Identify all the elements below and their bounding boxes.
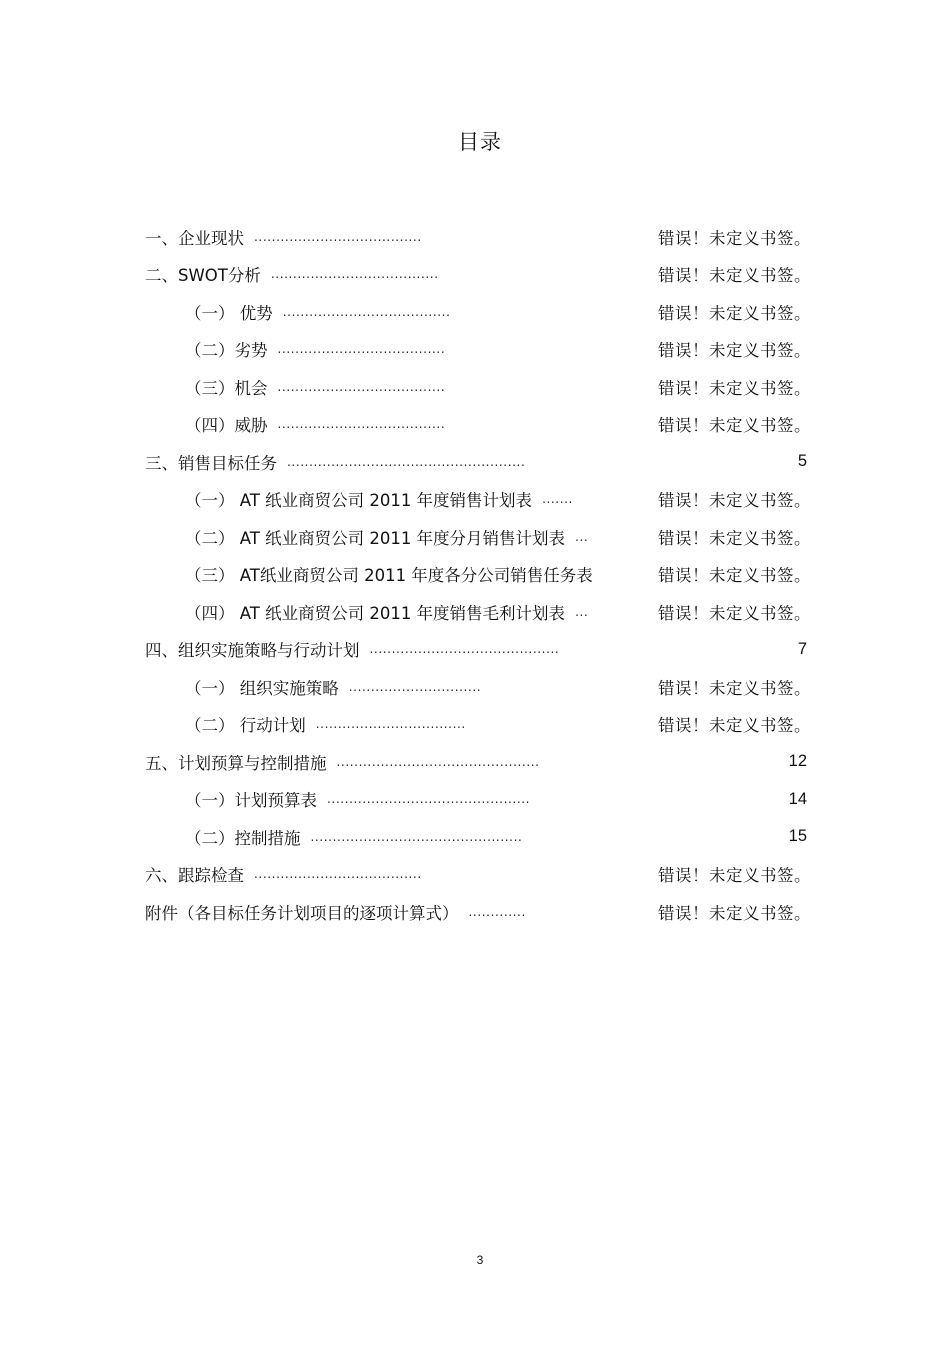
toc-entry-page: 错误！未定义书签。 xyxy=(658,416,811,436)
toc-entry[interactable] xyxy=(145,668,811,706)
toc-leader-dots: ....... xyxy=(542,492,573,507)
table-of-contents xyxy=(145,218,811,931)
toc-entry-page: 错误！未定义书签。 xyxy=(658,228,811,248)
toc-entry-page: 错误！未定义书签。 xyxy=(658,603,811,623)
toc-entry-label: 附件（各目标任务计划项目的逐项计算式） xyxy=(145,903,459,923)
toc-entry-label: （三）机会 xyxy=(185,378,268,398)
toc-entry-label: 五、计划预算与控制措施 xyxy=(145,753,327,773)
toc-entry-label: 三、销售目标任务 xyxy=(145,453,277,473)
toc-leader-dots: ...................................... xyxy=(277,342,446,357)
toc-entry-label: （一） 组织实施策略 xyxy=(185,678,339,698)
toc-entry-page: 错误！未定义书签。 xyxy=(658,566,811,586)
toc-leader-dots: ... xyxy=(575,604,589,619)
toc-entry[interactable] xyxy=(145,256,811,294)
toc-entry[interactable] xyxy=(145,218,811,256)
toc-entry[interactable] xyxy=(145,818,807,856)
toc-leader-dots: ...................................... xyxy=(270,267,439,282)
toc-leader-dots: ...................................... xyxy=(254,229,422,244)
toc-entry-page: 错误！未定义书签。 xyxy=(658,528,811,548)
toc-entry-page: 15 xyxy=(788,827,807,846)
toc-leader-dots: ...................................... xyxy=(282,304,451,319)
toc-entry-label: （四）威胁 xyxy=(185,416,268,436)
toc-entry-page: 错误！未定义书签。 xyxy=(658,341,811,361)
toc-entry-page: 错误！未定义书签。 xyxy=(658,491,811,511)
toc-entry[interactable] xyxy=(145,293,811,331)
toc-leader-dots: .................................. xyxy=(315,717,466,732)
toc-entry-label: （四） AT 纸业商贸公司 2011 年度销售毛利计划表 xyxy=(185,603,566,623)
toc-entry-page: 错误！未定义书签。 xyxy=(658,303,811,323)
toc-leader-dots: ...................................................... xyxy=(287,454,526,469)
toc-leader-dots: ........................................... xyxy=(369,642,560,657)
toc-entry-label: （一） AT 纸业商贸公司 2011 年度销售计划表 xyxy=(185,491,533,511)
toc-entry-page: 错误！未定义书签。 xyxy=(658,678,811,698)
toc-leader-dots: .............................. xyxy=(348,679,482,694)
toc-entry[interactable] xyxy=(145,781,807,819)
toc-leader-dots: .............................................. xyxy=(336,754,540,769)
toc-entry[interactable] xyxy=(145,518,811,556)
toc-entry-label: 二、SWOT分析 xyxy=(145,266,261,286)
toc-entry[interactable] xyxy=(145,743,807,781)
toc-entry-label: （一）计划预算表 xyxy=(185,791,317,811)
toc-entry[interactable] xyxy=(145,631,807,669)
toc-entry-label: （二）劣势 xyxy=(185,341,268,361)
toc-entry-page: 错误！未定义书签。 xyxy=(658,266,811,286)
toc-leader-dots: .............................................. xyxy=(327,792,531,807)
toc-entry[interactable] xyxy=(145,368,811,406)
toc-entry-page: 14 xyxy=(788,789,807,808)
page-number: 3 xyxy=(476,1253,484,1267)
toc-entry-label: 六、跟踪检查 xyxy=(145,866,244,886)
toc-entry-label: （一） 优势 xyxy=(185,303,273,323)
toc-entry-label: 一、企业现状 xyxy=(145,228,244,248)
toc-entry[interactable] xyxy=(145,593,811,631)
toc-entry[interactable] xyxy=(145,406,811,444)
toc-leader-dots: ............. xyxy=(468,904,526,919)
toc-leader-dots: ................................................ xyxy=(310,829,523,844)
toc-entry[interactable] xyxy=(145,331,811,369)
toc-entry[interactable] xyxy=(145,856,811,894)
toc-leader-dots: ...................................... xyxy=(277,417,446,432)
toc-entry-page: 5 xyxy=(797,452,807,471)
toc-entry-page: 错误！未定义书签。 xyxy=(658,378,811,398)
toc-entry-page: 错误！未定义书签。 xyxy=(658,903,811,923)
toc-entry-label: （二）控制措施 xyxy=(185,828,301,848)
toc-entry[interactable] xyxy=(145,443,807,481)
toc-entry-label: （二） 行动计划 xyxy=(185,716,306,736)
toc-entry-page: 12 xyxy=(788,752,807,771)
page-title: 目录 xyxy=(458,130,502,154)
toc-entry-page: 错误！未定义书签。 xyxy=(658,866,811,886)
toc-entry[interactable] xyxy=(145,893,811,931)
toc-entry-page: 7 xyxy=(797,639,807,658)
toc-entry[interactable] xyxy=(145,481,811,519)
toc-entry-label: 四、组织实施策略与行动计划 xyxy=(145,641,360,661)
toc-leader-dots: ...................................... xyxy=(254,867,422,882)
toc-entry-label: （三） AT纸业商贸公司 2011 年度各分公司销售任务表 xyxy=(185,566,593,586)
toc-entry-page: 错误！未定义书签。 xyxy=(658,716,811,736)
toc-entry-label: （二） AT 纸业商贸公司 2011 年度分月销售计划表 xyxy=(185,528,566,548)
toc-leader-dots: ...................................... xyxy=(277,379,446,394)
toc-entry[interactable] xyxy=(145,556,811,594)
toc-entry[interactable] xyxy=(145,706,811,744)
toc-leader-dots: ... xyxy=(575,529,589,544)
